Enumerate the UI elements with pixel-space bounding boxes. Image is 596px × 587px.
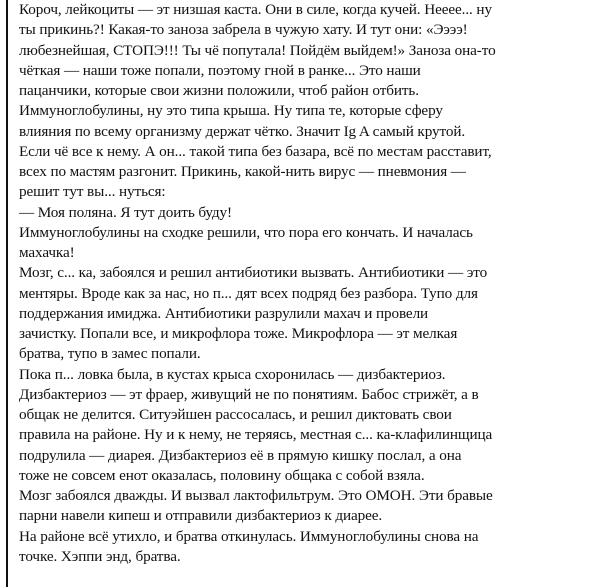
text-line: любезнейшая, СТОПЭ!!! Ты чё попутала! Пойдём выйдем!» Заноза она-то: [19, 41, 496, 59]
text-line: тоже не совсем енот оказалась, половину общака с собой взяла.: [19, 466, 425, 484]
text-line: махачка!: [19, 244, 75, 261]
text-line: зачистку. Попали все, и микрофлора тоже. Микрофлора — эт мелкая: [19, 325, 458, 342]
text-line: Мозг, с... ка, забоялся и решил антибиотики вызвать. Антибиотики — это: [19, 264, 488, 282]
text-line: — Моя поляна. Я тут доить буду!: [19, 203, 233, 221]
text-line: Короч, лейкоциты — эт низшая каста. Они в силе, когда кучей. Нееее... ну: [19, 1, 492, 18]
text-line: общак не делится. Ситуэйшен рассосалась, и решил диктовать свои: [19, 406, 452, 423]
text-line: точке. Хэппи энд, братва.: [19, 547, 181, 565]
text-line: братва, тупо в замес попали.: [19, 345, 201, 363]
text-line: пацанчики, которые свои жизни положили, чтоб район отбить.: [19, 82, 419, 99]
text-line: Иммуноглобулины на сходке решили, что пора его кончать. И началась: [19, 223, 473, 241]
text-line: парни навели кипеш и отправили дизбактериоз к диарее.: [19, 507, 383, 525]
text-line: влияния по всему организму держат чётко. Значит Ig A самый крутой.: [19, 122, 466, 140]
text-line: Иммуноглобулины, ну это типа крыша. Ну типа те, которые сферу: [19, 102, 443, 120]
text-line: На районе всё утихло, и братва откинулась. Иммуноглобулины снова на: [19, 527, 479, 545]
story-text: [19, 0, 591, 567]
text-line: правила на районе. Ну и к нему, не теряясь, местная с... ка-клафилинщица: [19, 426, 493, 444]
text-line: подрулила — диарея. Дизбактериоз её в прямую кишку послал, а она: [19, 446, 462, 464]
text-line: всех по мастям разгонит. Прикинь, какой-нить вирус — пневмония —: [19, 163, 466, 180]
text-line: ты прикинь?! Какая-то заноза забрела в чужую хату. И тут они: «Ээээ!: [19, 21, 468, 39]
text-line: Пока п... ловка была, в кустах крыса схоронилась — дизбактериоз.: [19, 365, 446, 383]
text-line: решит тут вы... нуться:: [19, 183, 166, 201]
text-line: Если чё все к нему. А он... такой типа без базара, всё по местам расставит,: [19, 142, 492, 160]
text-line: Дизбактериоз — эт фраер, живущий не по понятиям. Бабос стрижёт, а в: [19, 385, 479, 403]
text-line: поддержания имиджа. Антибиотики разрулили махач и провели: [19, 304, 429, 322]
left-margin-rule: [6, 0, 8, 587]
text-line: чёткая — наши тоже попали, поэтому гной в ранке... Это наши: [19, 61, 421, 79]
text-line: ментяры. Вроде как за нас, но п... дят всех подряд без разбора. Тупо для: [19, 284, 478, 302]
text-line: Мозг забоялся дважды. И вызвал лактофильтрум. Это ОМОН. Эти бравые: [19, 487, 493, 504]
